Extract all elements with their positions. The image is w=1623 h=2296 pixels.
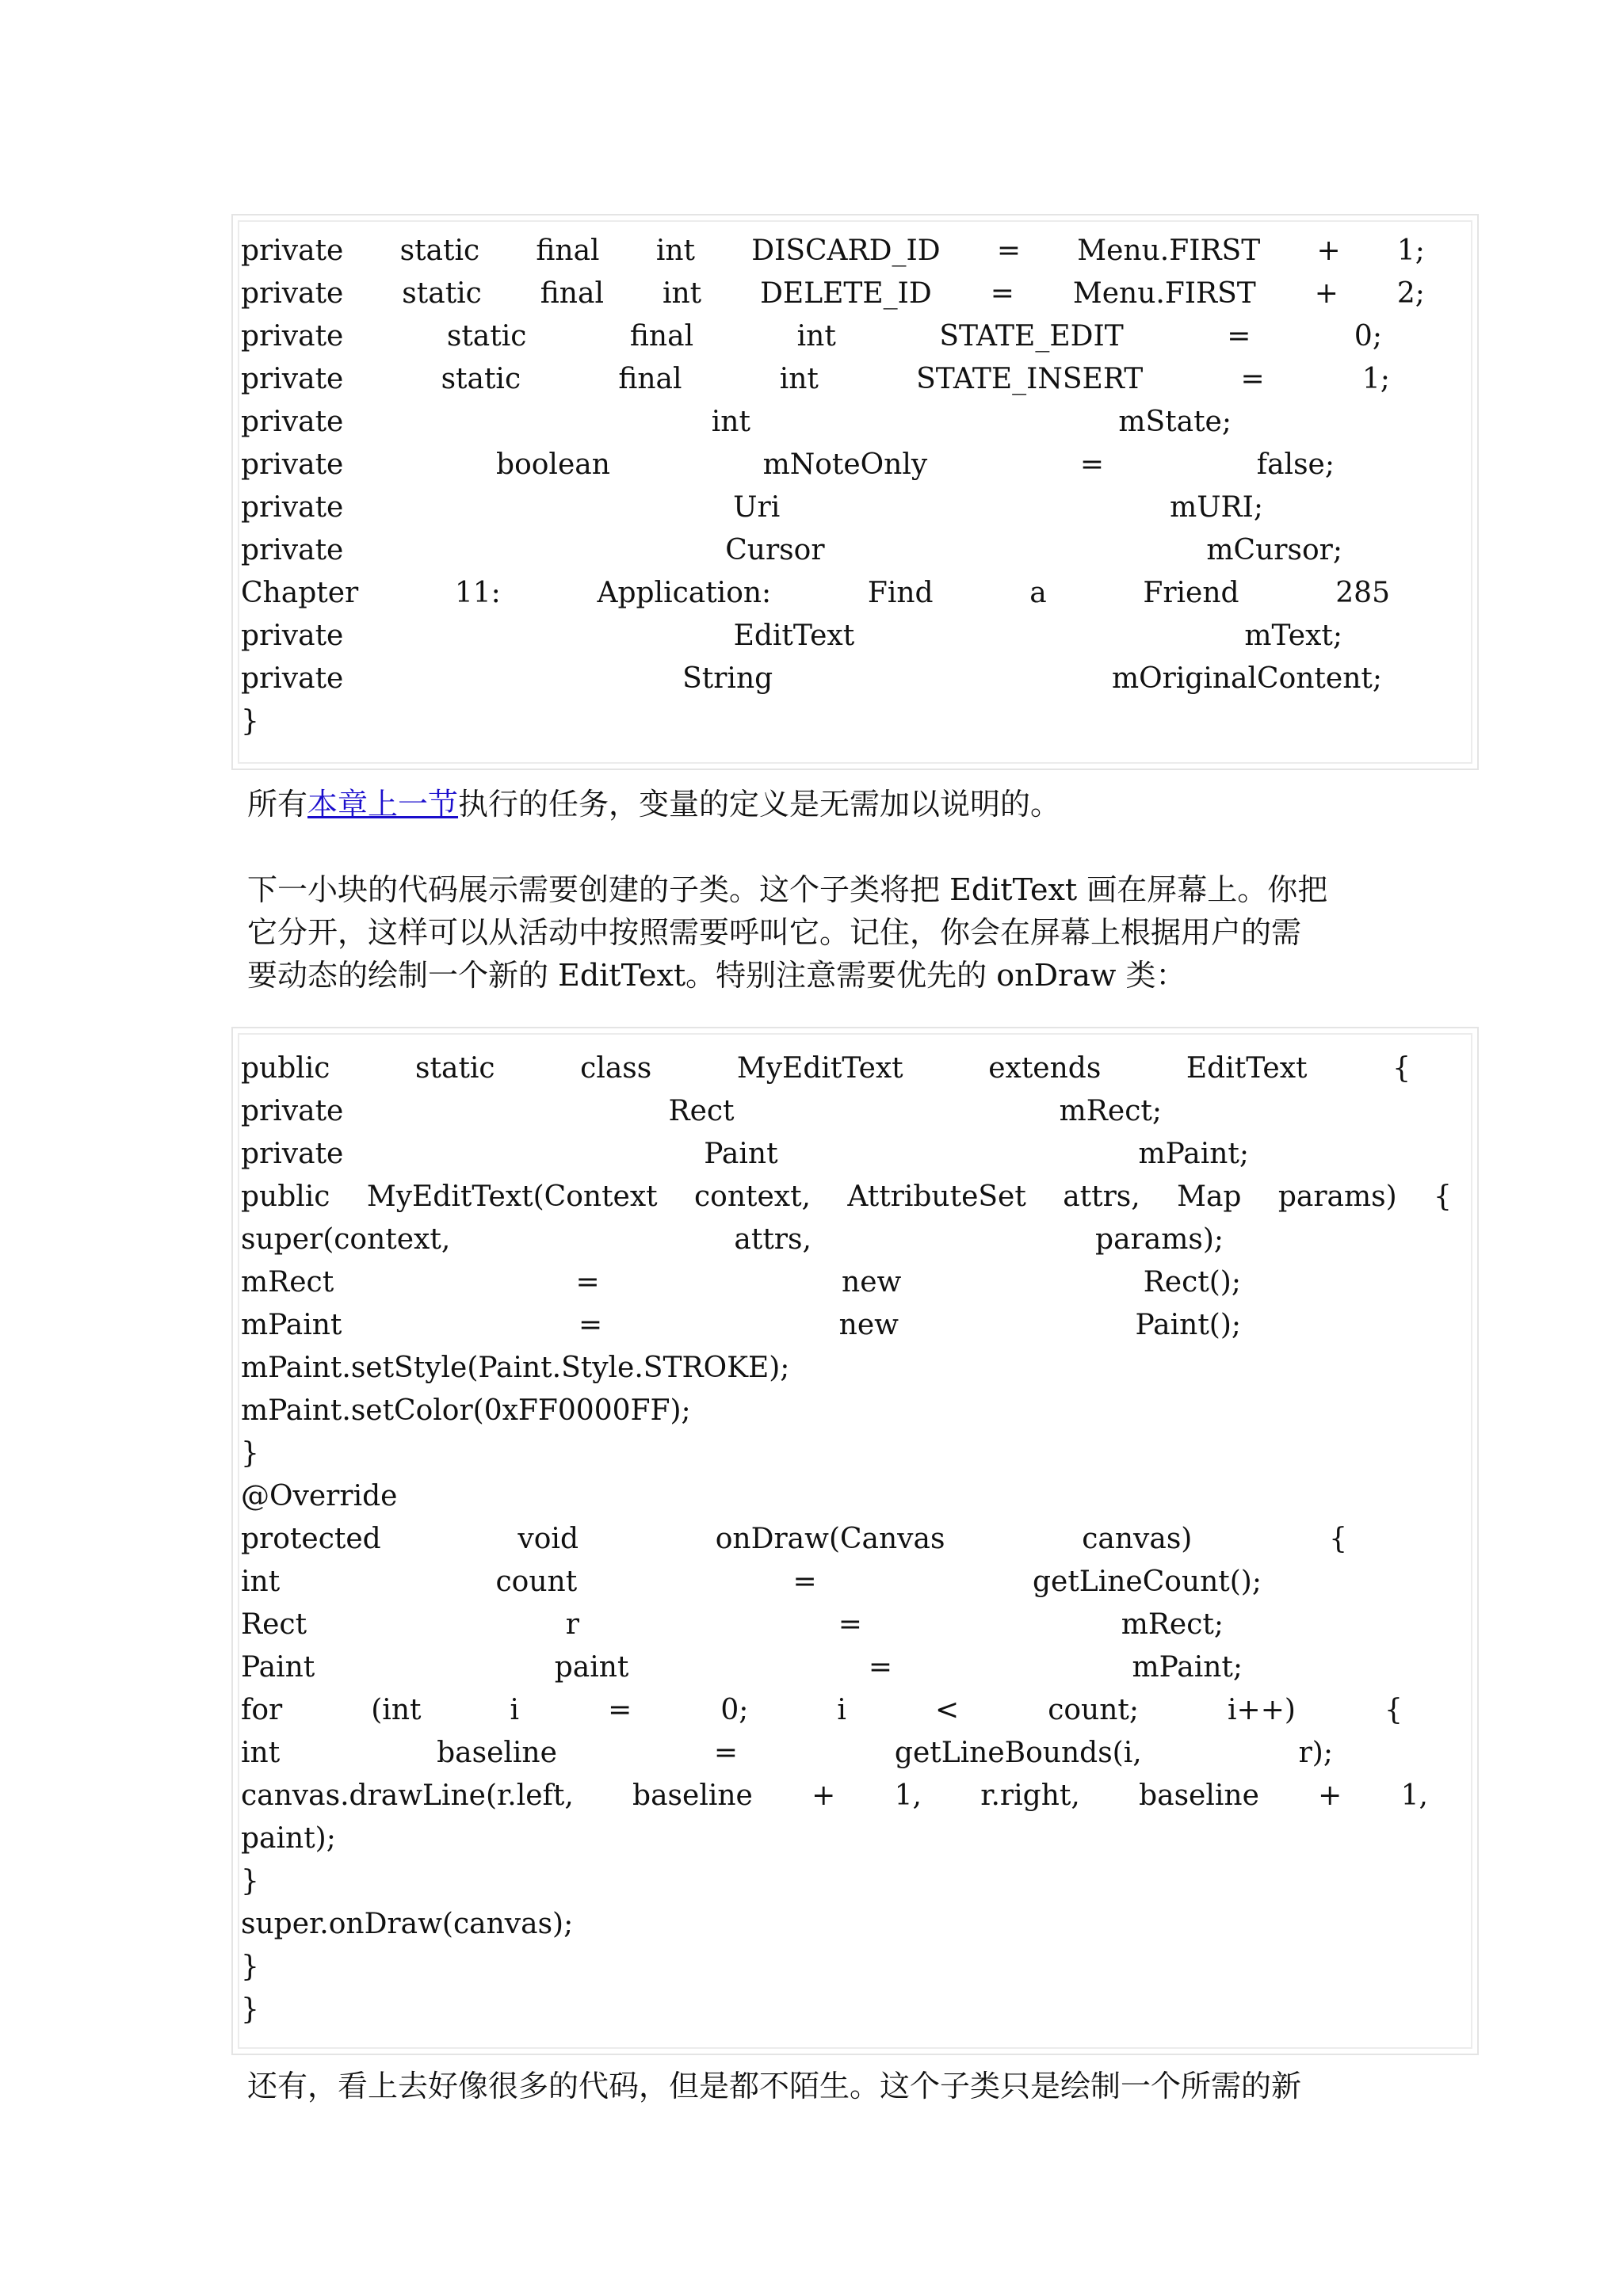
code-token: paint); xyxy=(241,1822,336,1855)
code-token: + xyxy=(812,1779,836,1812)
code-line xyxy=(241,1989,1414,2031)
code-token: baseline xyxy=(1139,1779,1259,1812)
code-token: attrs, xyxy=(734,1223,812,1256)
code-token: private xyxy=(241,363,344,395)
code-token: static xyxy=(441,363,521,395)
code-token: super(context, xyxy=(241,1223,451,1256)
code-token: private xyxy=(241,662,344,695)
code-token: mPaint; xyxy=(1132,1651,1243,1684)
code-token: int xyxy=(779,363,819,395)
code-line xyxy=(241,572,1390,615)
code-token: { xyxy=(1434,1180,1452,1213)
code-token: mOriginalContent; xyxy=(1111,662,1382,695)
paragraph-2-line: 它分开，这样可以从活动中按照需要呼叫它。记住，你会在屏幕上根据用户的需 xyxy=(247,915,1302,950)
code-token: = xyxy=(792,1566,817,1598)
code-token: = xyxy=(838,1608,862,1641)
code-token: = xyxy=(996,235,1022,267)
code-token: 0; xyxy=(1354,320,1382,353)
code-token: new xyxy=(838,1309,899,1341)
code-token: { xyxy=(1392,1052,1411,1085)
code-token: } xyxy=(241,1951,259,1983)
code-token: mNoteOnly xyxy=(762,448,928,481)
code-line xyxy=(241,1219,1224,1261)
code-token: mCursor; xyxy=(1206,534,1342,566)
code-token: private xyxy=(241,1138,344,1170)
code-line xyxy=(241,1903,1414,1946)
code-token: Rect(); xyxy=(1143,1266,1241,1299)
code-token: < xyxy=(934,1694,960,1726)
code-line xyxy=(241,1604,1224,1646)
paragraph-2-line: 要动态的绘制一个新的 EditText。特别注意需要优先的 onDraw 类： xyxy=(247,958,1186,993)
code-token: int xyxy=(662,277,702,310)
code-token: Menu.FIRST xyxy=(1077,235,1261,267)
code-token: } xyxy=(241,705,259,738)
code-line xyxy=(241,700,1414,743)
code-token: static xyxy=(415,1052,495,1085)
code-line xyxy=(241,401,1232,444)
code-token: int xyxy=(711,406,750,438)
code-token: { xyxy=(1329,1523,1347,1555)
code-line xyxy=(241,1946,1414,1989)
code-token: i xyxy=(837,1694,846,1726)
code-token: = xyxy=(1079,448,1105,481)
code-line xyxy=(241,658,1382,700)
code-token: r); xyxy=(1298,1737,1333,1769)
paragraph-2-line: 下一小块的代码展示需要创建的子类。这个子类将把 EditText 画在屏幕上。你把 xyxy=(247,872,1328,907)
code-token: getLineBounds(i, xyxy=(894,1737,1142,1769)
code-line xyxy=(241,1432,1414,1475)
code-line xyxy=(241,1860,1414,1903)
code-token: static xyxy=(399,235,480,267)
code-line xyxy=(241,1817,1414,1860)
code-token: public xyxy=(241,1180,330,1213)
code-token: (int xyxy=(371,1694,422,1726)
code-token: i xyxy=(510,1694,520,1726)
paragraph-1-suffix: 执行的任务，变量的定义是无需加以说明的。 xyxy=(458,787,1061,822)
code-token: @Override xyxy=(241,1480,398,1512)
code-line xyxy=(241,1047,1411,1090)
code-line xyxy=(241,1732,1333,1775)
code-token: int xyxy=(241,1737,281,1769)
paragraph-1-prefix: 所有 xyxy=(247,787,308,822)
code-line xyxy=(241,358,1390,401)
code-token: = xyxy=(575,1266,600,1299)
code-token: baseline xyxy=(632,1779,753,1812)
code-token: 1, xyxy=(1400,1779,1428,1812)
code-line xyxy=(241,1090,1162,1133)
paragraph-2 xyxy=(247,868,1396,997)
code-token: MyEditText xyxy=(736,1052,903,1085)
code-token: + xyxy=(1314,277,1338,310)
code-token: 2; xyxy=(1396,277,1425,310)
code-line xyxy=(241,444,1335,486)
code-token: i++) xyxy=(1228,1694,1296,1726)
code-token: 285 xyxy=(1335,577,1390,609)
code-token: Paint(); xyxy=(1135,1309,1241,1341)
code-token: private xyxy=(241,534,344,566)
code-token: paint xyxy=(554,1651,629,1684)
code-token: false; xyxy=(1256,448,1335,481)
code-token: public xyxy=(241,1052,330,1085)
code-token: EditText xyxy=(1186,1052,1308,1085)
code-token: for xyxy=(241,1694,283,1726)
code-token: context, xyxy=(693,1180,811,1213)
code-token: r.right, xyxy=(980,1779,1080,1812)
code-token: a xyxy=(1029,577,1047,609)
code-token: getLineCount(); xyxy=(1032,1566,1262,1598)
code-line xyxy=(241,1133,1249,1176)
code-line xyxy=(241,1775,1428,1817)
code-token: Cursor xyxy=(725,534,825,566)
code-token: = xyxy=(578,1309,603,1341)
code-token: canvas) xyxy=(1082,1523,1193,1555)
code-token: AttributeSet xyxy=(847,1180,1026,1213)
code-token: private xyxy=(241,235,344,267)
code-token: mPaint.setStyle(Paint.Style.STROKE); xyxy=(241,1352,790,1384)
paragraph-1 xyxy=(247,783,1396,826)
code-token: String xyxy=(682,662,773,695)
code-token: mPaint.setColor(0xFF0000FF); xyxy=(241,1394,691,1427)
code-token: Map xyxy=(1177,1180,1242,1213)
code-token: private xyxy=(241,620,344,652)
code-line xyxy=(241,1561,1262,1604)
code-token: + xyxy=(1316,235,1341,267)
code-token: Uri xyxy=(733,491,781,524)
code-token: STATE_INSERT xyxy=(916,363,1144,395)
code-token: mPaint; xyxy=(1138,1138,1249,1170)
code-token: final xyxy=(629,320,694,353)
code-token: final xyxy=(536,235,600,267)
code-token: onDraw(Canvas xyxy=(715,1523,945,1555)
code-token: } xyxy=(241,1993,259,2026)
paragraph-3-line: 还有，看上去好像很多的代码，但是都不陌生。这个子类只是绘制一个所需的新 xyxy=(247,2069,1302,2103)
code-token: int xyxy=(241,1566,281,1598)
code-token: Paint xyxy=(704,1138,778,1170)
code-line xyxy=(241,615,1342,658)
code-token: params) xyxy=(1277,1180,1397,1213)
code-token: Paint xyxy=(241,1651,315,1684)
code-token: DISCARD_ID xyxy=(751,235,941,267)
code-block-1 xyxy=(231,214,1479,770)
code-token: mRect xyxy=(241,1266,334,1299)
code-token: void xyxy=(517,1523,579,1555)
code-token: r xyxy=(565,1608,580,1641)
code-token: mPaint xyxy=(241,1309,342,1341)
paragraph-3 xyxy=(247,2065,1396,2107)
previous-section-link[interactable]: 本章上一节 xyxy=(307,787,459,822)
code-token: { xyxy=(1384,1694,1403,1726)
code-line xyxy=(241,1646,1243,1689)
code-token: static xyxy=(402,277,482,310)
code-token: Friend xyxy=(1143,577,1239,609)
code-token: = xyxy=(868,1651,893,1684)
code-line xyxy=(241,315,1382,358)
code-token: 11: xyxy=(454,577,501,609)
code-token: = xyxy=(713,1737,738,1769)
code-line xyxy=(241,230,1425,273)
code-token: static xyxy=(446,320,527,353)
code-token: } xyxy=(241,1865,259,1897)
code-token: Application: xyxy=(597,577,772,609)
code-token: private xyxy=(241,320,344,353)
code-token: 1; xyxy=(1396,235,1425,267)
code-line xyxy=(241,1176,1452,1219)
code-line xyxy=(241,529,1342,572)
code-line xyxy=(241,273,1425,315)
code-token: 1, xyxy=(894,1779,922,1812)
code-token: private xyxy=(241,448,344,481)
code-token: mState; xyxy=(1118,406,1232,438)
code-token: DELETE_ID xyxy=(760,277,932,310)
code-line xyxy=(241,1518,1347,1561)
code-token: } xyxy=(241,1437,259,1470)
code-token: super.onDraw(canvas); xyxy=(241,1908,574,1940)
code-token: Chapter xyxy=(241,577,359,609)
code-token: MyEditText(Context xyxy=(366,1180,658,1213)
code-token: private xyxy=(241,491,344,524)
code-token: count xyxy=(495,1566,578,1598)
code-line xyxy=(241,1475,1414,1518)
code-line xyxy=(241,486,1263,529)
code-token: extends xyxy=(988,1052,1102,1085)
code-token: = xyxy=(990,277,1014,310)
code-token: canvas.drawLine(r.left, xyxy=(241,1779,574,1812)
code-block-2 xyxy=(231,1027,1479,2055)
code-token: protected xyxy=(241,1523,381,1555)
code-token: baseline xyxy=(437,1737,557,1769)
code-line xyxy=(241,1390,1414,1432)
code-token: mRect; xyxy=(1121,1608,1224,1641)
code-token: Menu.FIRST xyxy=(1072,277,1256,310)
code-token: 0; xyxy=(720,1694,749,1726)
code-token: class xyxy=(580,1052,652,1085)
code-token: final xyxy=(618,363,682,395)
code-line xyxy=(241,1347,1414,1390)
code-token: boolean xyxy=(496,448,610,481)
code-token: STATE_EDIT xyxy=(939,320,1124,353)
code-token: int xyxy=(655,235,695,267)
code-token: Find xyxy=(867,577,934,609)
code-token: mText; xyxy=(1244,620,1342,652)
code-token: Rect xyxy=(668,1095,735,1127)
code-token: Rect xyxy=(241,1608,307,1641)
code-token: private xyxy=(241,1095,344,1127)
code-token: int xyxy=(796,320,836,353)
code-token: + xyxy=(1318,1779,1342,1812)
code-token: final xyxy=(540,277,604,310)
code-token: private xyxy=(241,406,344,438)
code-token: = xyxy=(1240,363,1265,395)
code-line xyxy=(241,1304,1241,1347)
code-token: = xyxy=(1227,320,1251,353)
code-token: params); xyxy=(1095,1223,1224,1256)
code-token: count; xyxy=(1048,1694,1139,1726)
code-line xyxy=(241,1261,1241,1304)
code-token: mRect; xyxy=(1059,1095,1162,1127)
code-token: EditText xyxy=(733,620,855,652)
code-token: new xyxy=(842,1266,902,1299)
code-token: mURI; xyxy=(1170,491,1263,524)
code-line xyxy=(241,1689,1403,1732)
code-token: = xyxy=(608,1694,632,1726)
code-token: attrs, xyxy=(1063,1180,1140,1213)
code-token: 1; xyxy=(1361,363,1390,395)
code-token: private xyxy=(241,277,344,310)
